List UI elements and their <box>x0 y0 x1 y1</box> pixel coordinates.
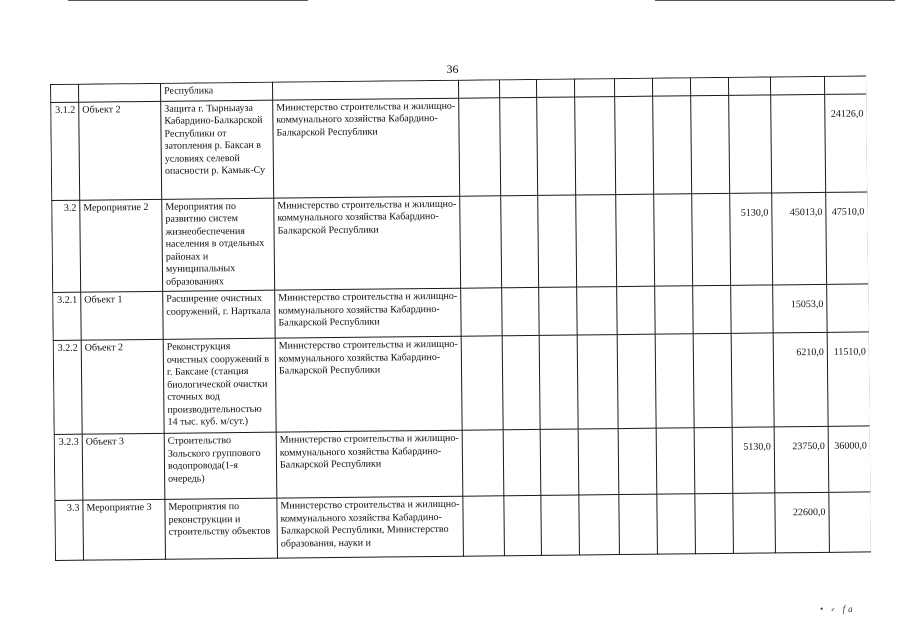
row-value-5 <box>617 286 656 334</box>
table-row <box>53 332 870 435</box>
row-value-7 <box>694 427 733 493</box>
budget-table-sheet <box>50 75 871 586</box>
row-value-6 <box>655 286 694 334</box>
table-row <box>51 93 868 200</box>
row-executor: Министерство строительства и жилищно-коммунального хозяйства Кабардино-Балкарской Республики <box>274 196 461 290</box>
budget-table <box>50 75 871 561</box>
row-value-4 <box>576 194 617 287</box>
row-value-2 <box>502 335 540 429</box>
row-value-10 <box>827 284 870 332</box>
row-name: Объект 2 <box>81 339 164 434</box>
row-value-8: 5130,0 <box>730 192 773 285</box>
table-row <box>55 492 871 561</box>
row-code: 3.1.2 <box>51 102 80 200</box>
row-name: Объект 1 <box>81 291 163 340</box>
row-value-7 <box>693 285 732 333</box>
row-value-4 <box>578 429 619 495</box>
row-value-1 <box>462 430 504 496</box>
table-row <box>54 426 871 501</box>
row-value-3 <box>540 429 579 495</box>
row-value-6 <box>653 95 692 193</box>
row-value-2 <box>501 195 539 288</box>
header-cell-republic: Республика <box>160 82 272 101</box>
row-value-4 <box>577 287 618 335</box>
row-value-6 <box>657 494 696 554</box>
row-value-6 <box>654 193 693 286</box>
row-value-10: 36000,0 <box>828 426 871 492</box>
row-executor: Министерство строительства и жилищно-коммунального хозяйства Кабардино-Балкарской Республики, Министерство образования, науки и <box>277 496 464 558</box>
row-value-3 <box>539 335 578 429</box>
row-value-2 <box>503 429 541 495</box>
row-value-5 <box>615 96 654 194</box>
row-code: 3.3 <box>55 500 84 560</box>
row-description: Мероприятия по реконструкции и строительству объектов <box>165 498 278 559</box>
row-name: Объект 2 <box>79 101 162 200</box>
table-row <box>52 191 869 292</box>
row-value-9: 22600,0 <box>775 492 830 553</box>
row-value-7 <box>692 193 731 286</box>
row-value-7 <box>693 333 732 427</box>
page-number: 36 <box>446 62 459 76</box>
row-value-6 <box>655 334 694 428</box>
row-value-1 <box>461 288 503 336</box>
row-value-1 <box>463 496 505 556</box>
row-value-3 <box>537 97 576 195</box>
row-name: Мероприятие 3 <box>83 499 166 560</box>
top-rule-left <box>68 0 308 1</box>
row-code: 3.2.2 <box>53 340 82 434</box>
row-name: Мероприятие 2 <box>80 199 163 292</box>
row-value-1 <box>460 195 502 288</box>
row-value-6 <box>656 428 695 494</box>
row-value-9: 23750,0 <box>774 426 829 493</box>
row-value-7 <box>695 493 734 553</box>
row-value-8: 5130,0 <box>732 427 775 493</box>
row-value-8 <box>733 493 776 553</box>
row-value-7 <box>691 95 730 193</box>
row-code: 3.2 <box>52 200 81 293</box>
row-value-3 <box>541 495 580 555</box>
row-value-1 <box>461 336 503 430</box>
row-value-3 <box>538 195 577 288</box>
row-value-1 <box>459 97 501 195</box>
row-description: Защита г. Тырныауза Кабардино-Балкарской Республики от затопления р. Баксан в условиях селевой опасности р. Камык-Су <box>161 100 274 199</box>
row-value-9: 15053,0 <box>773 284 827 333</box>
row-value-4 <box>575 96 616 194</box>
row-executor: Министерство строительства и жилищно-коммунального хозяйства Кабардино-Балкарской Республики <box>273 98 460 198</box>
row-value-9: 45013,0 <box>772 192 827 285</box>
row-code: 3.2.3 <box>54 434 83 500</box>
row-description: Строительство Зольского группового водопровода(1-я очередь) <box>164 432 277 499</box>
row-value-9 <box>771 94 826 193</box>
row-value-2 <box>502 287 540 335</box>
row-value-5 <box>617 334 656 428</box>
row-value-2 <box>500 97 538 195</box>
row-value-10: 24126,0 <box>825 93 868 191</box>
row-value-5 <box>616 194 655 287</box>
row-value-8 <box>729 94 772 192</box>
row-executor: Министерство строительства и жилищно-коммунального хозяйства Кабардино-Балкарской Республики <box>275 288 461 338</box>
row-executor: Министерство строительства и жилищно-коммунального хозяйства Кабардино-Балкарской Республики <box>275 336 462 432</box>
row-description: Реконструкция очистных сооружений в г. Баксане (станция биологической очистки сточных вод производительностью 14 тыс. куб. м/сут.) <box>163 338 276 433</box>
row-value-5 <box>619 494 658 554</box>
row-value-8 <box>731 285 774 333</box>
row-value-4 <box>577 335 618 429</box>
row-executor: Министерство строительства и жилищно-коммунального хозяйства Кабардино-Балкарской Республики <box>276 430 463 498</box>
row-value-10: 11510,0 <box>827 332 870 426</box>
row-value-9: 6210,0 <box>773 332 828 427</box>
row-description: Расширение очистных сооружений, г. Нарткала <box>163 290 275 339</box>
row-value-4 <box>579 495 620 555</box>
row-value-5 <box>618 428 657 494</box>
row-code: 3.2.1 <box>53 292 82 340</box>
corner-mark: • ⸗ fa <box>820 604 856 614</box>
top-rule-right <box>655 0 895 1</box>
row-value-3 <box>539 287 578 335</box>
row-name: Объект 3 <box>82 433 165 500</box>
row-value-2 <box>504 495 542 555</box>
row-description: Мероприятия по развитию систем жизнеобеспечения населения в отдельных районах и муниципальных образованиях <box>162 198 275 292</box>
row-value-8 <box>731 333 774 427</box>
table-row <box>53 284 869 341</box>
row-value-10 <box>829 492 871 552</box>
row-value-10: 47510,0 <box>826 191 869 284</box>
